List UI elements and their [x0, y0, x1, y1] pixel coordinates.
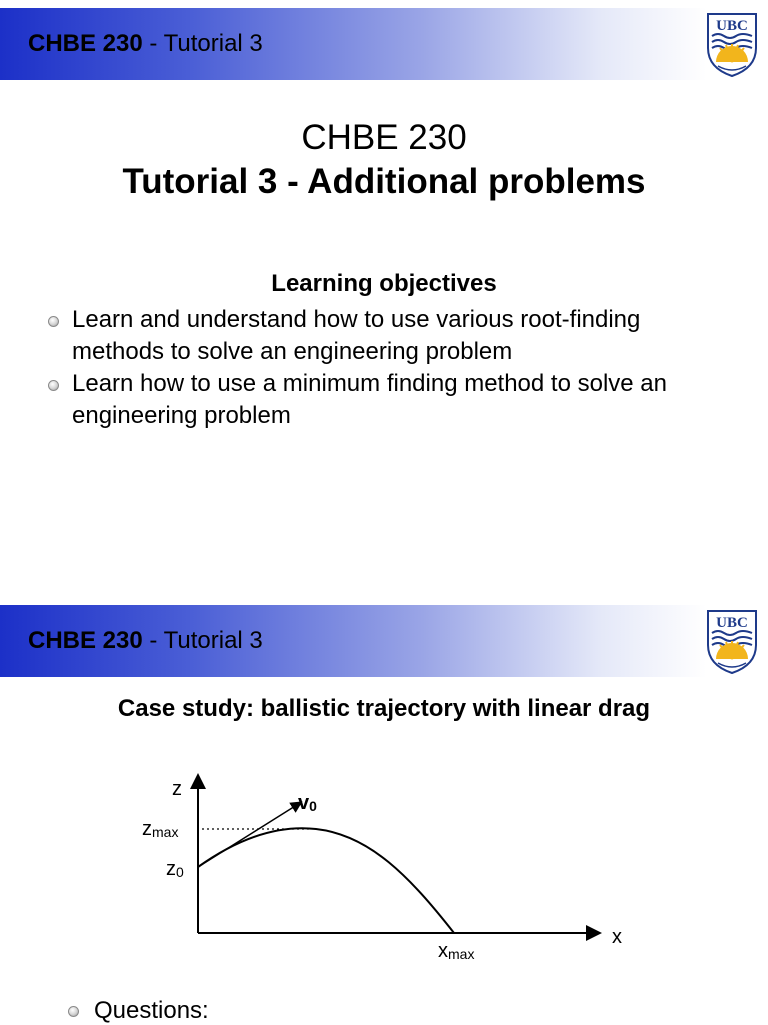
- bullet-icon: [68, 1006, 79, 1017]
- slide-2: [0, 597, 768, 1024]
- header-tutorial: Tutorial 3: [163, 30, 263, 57]
- logo-text: UBC: [716, 615, 748, 631]
- slide-header: [0, 8, 768, 80]
- z0-label-main: z: [166, 858, 176, 880]
- header-separator: -: [142, 627, 164, 654]
- x-axis-label: x: [612, 926, 622, 948]
- objectives-list: [48, 304, 738, 432]
- zmax-label: [142, 818, 178, 840]
- objective-item: [48, 368, 738, 432]
- header-tutorial: Tutorial 3: [163, 627, 263, 654]
- objective-text: Learn how to use a minimum finding method to solve an engineering problem: [72, 370, 667, 429]
- header-course: CHBE 230: [28, 627, 143, 654]
- zmax-label-main: z: [142, 818, 152, 840]
- v0-label-sub: 0: [309, 798, 317, 814]
- case-study-title: Case study: ballistic trajectory with linear drag: [117, 695, 651, 722]
- header-course: CHBE 230: [28, 30, 143, 57]
- objective-item: [48, 304, 738, 368]
- slide-title-course: CHBE 230: [301, 118, 467, 157]
- objectives-heading: Learning objectives: [271, 270, 497, 297]
- z0-label-sub: 0: [176, 864, 184, 880]
- ubc-logo: [706, 609, 758, 675]
- slide-title-tutorial: Tutorial 3 - Additional problems: [122, 162, 646, 201]
- header-title: [28, 30, 263, 58]
- trajectory-diagram: [130, 757, 650, 967]
- z0-label: [166, 858, 184, 880]
- questions-list: [68, 997, 209, 1025]
- trajectory-curve: [198, 828, 454, 933]
- questions-item: [68, 997, 209, 1025]
- xmax-label-sub: max: [448, 946, 475, 962]
- xmax-label-main: x: [438, 940, 448, 962]
- ubc-logo: [706, 12, 758, 78]
- slide-header: [0, 605, 768, 677]
- z-axis-label: z: [172, 778, 182, 800]
- questions-label: Questions:: [94, 997, 209, 1024]
- header-separator: -: [142, 30, 164, 57]
- bullet-icon: [48, 380, 59, 391]
- v0-label-main: v: [298, 792, 310, 814]
- logo-text: UBC: [716, 18, 748, 34]
- v0-label: [298, 792, 317, 814]
- objective-text: Learn and understand how to use various root-finding methods to solve an engineering problem: [72, 306, 641, 365]
- xmax-label: [438, 940, 474, 962]
- header-title: [28, 627, 263, 655]
- zmax-label-sub: max: [152, 824, 179, 840]
- bullet-icon: [48, 316, 59, 327]
